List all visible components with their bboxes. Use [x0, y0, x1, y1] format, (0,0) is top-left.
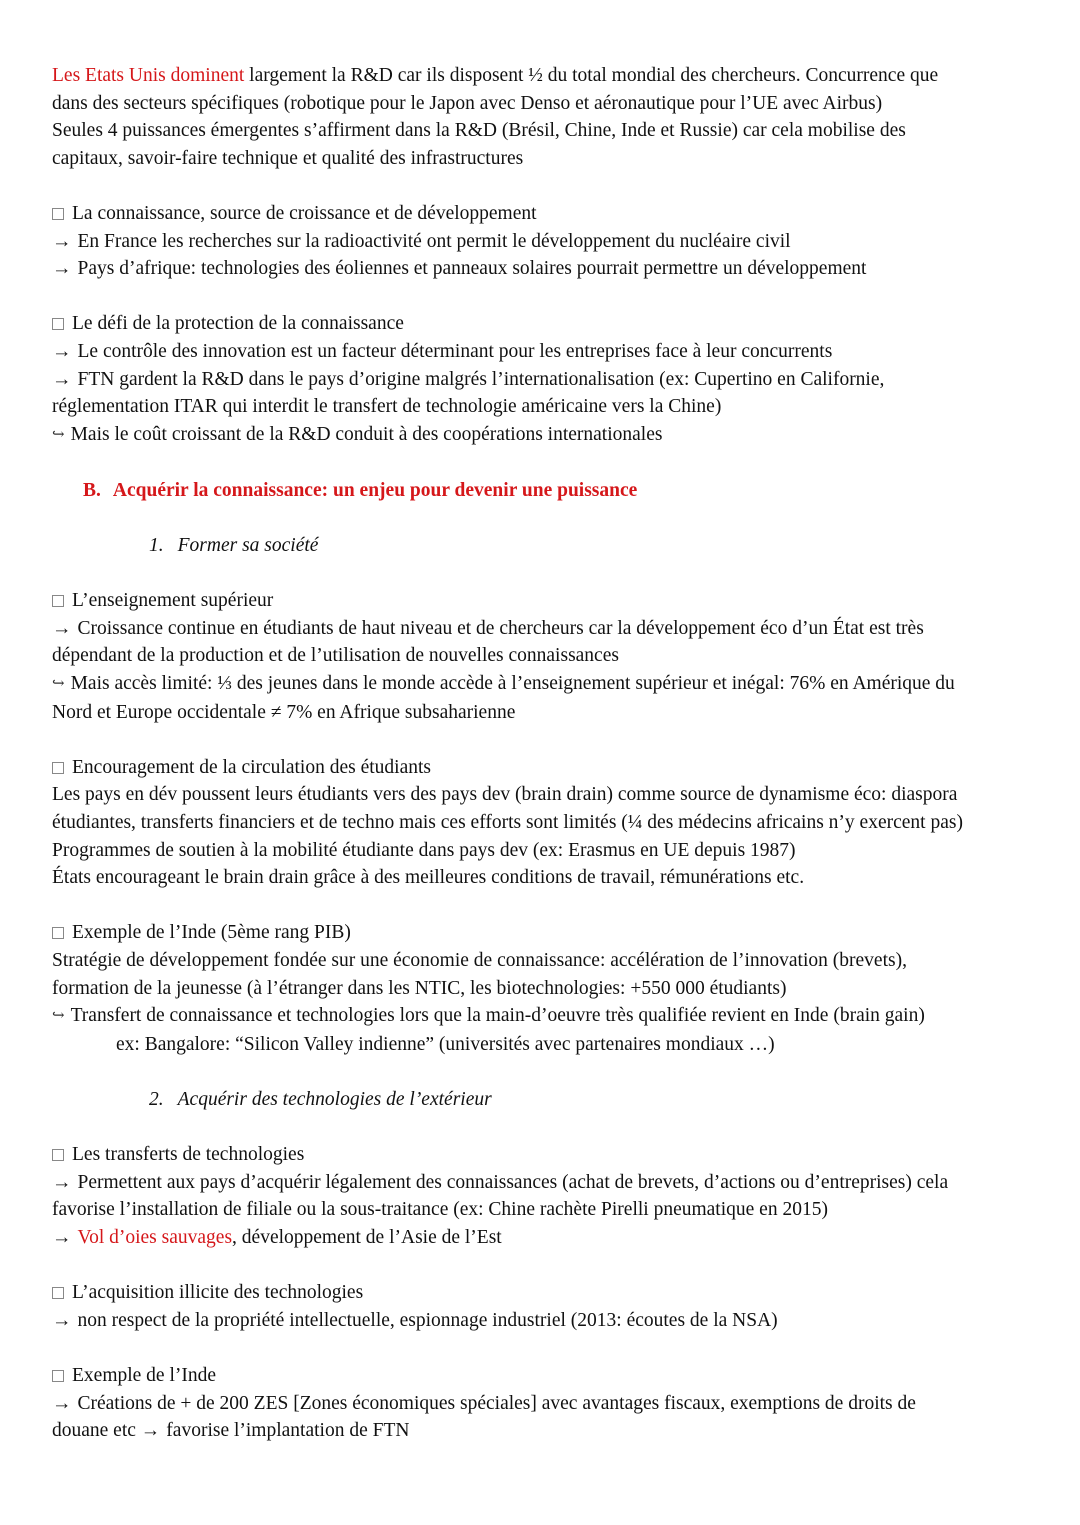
checkbox-icon[interactable]: [52, 1370, 64, 1382]
text-line: largement la R&D car ils disposent ½ du total mondial des chercheurs. Concurrence que: [244, 65, 939, 86]
bullet-heading: Exemple de l’Inde: [72, 1364, 217, 1386]
example-line: ex: Bangalore: “Silicon Valley indienne” (universités avec partenaires mondiaux …): [116, 1033, 775, 1055]
text-line: FTN gardent la R&D dans le pays d’origine malgrés l’internationalisation (ex: Cupertino en Californie,: [77, 368, 885, 390]
text-line: Transfert de connaissance et technologies lors que la main-d’oeuvre très qualifiée revient en Inde (brain gain): [70, 1005, 925, 1027]
bullet-heading: Le défi de la protection de la connaissance: [72, 313, 404, 335]
intro-paragraph: [52, 62, 1040, 172]
block-transferts: [52, 1141, 1040, 1251]
checkbox-icon[interactable]: [52, 595, 64, 607]
text-line: Stratégie de développement fondée sur une économie de connaissance: accélération de l’innovation (brevets),: [52, 950, 907, 971]
text-line: favorise l’installation de filiale ou la sous-traitance (ex: Chine rachète Pirelli pneumatique en 2015): [52, 1199, 828, 1221]
right-arrow-icon: →: [52, 1309, 72, 1331]
subsection-heading: Acquérir des technologies de l’extérieur: [177, 1088, 492, 1110]
bullet-heading: La connaissance, source de croissance et de développement: [72, 202, 537, 224]
text-line: Croissance continue en étudiants de haut niveau et de chercheurs car la développement éco d’un État est très: [77, 617, 924, 639]
block-enseignement: [52, 587, 1040, 726]
text-line: non respect de la propriété intellectuelle, espionnage industriel (2013: écoutes de la NSA): [77, 1309, 778, 1331]
text-line: Seules 4 puissances émergentes s’affirment dans la R&D (Brésil, Chine, Inde et Russie) car cela mobilise des: [52, 120, 906, 142]
text-line: dépendant de la production et de l’utilisation de nouvelles connaissances: [52, 645, 619, 667]
block-connaissance: [52, 200, 1040, 283]
bullet-heading: Exemple de l’Inde (5ème rang PIB): [72, 922, 351, 944]
text-line: formation de la jeunesse (à l’étranger dans les NTIC, les biotechnologies: +550 000 étudiants): [52, 977, 787, 999]
section-b-title: [52, 477, 1040, 505]
text-line: Permettent aux pays d’acquérir légalement des connaissances (achat de brevets, d’actions ou d’entreprises) cela: [77, 1171, 949, 1193]
right-arrow-icon: →: [52, 1392, 72, 1414]
block-inde-1: [52, 919, 1040, 1058]
text-line: favorise l’implantation de FTN: [166, 1420, 410, 1442]
right-arrow-icon: →: [52, 1171, 72, 1193]
text-line: États encourageant le brain drain grâce à des meilleures conditions de travail, rémunérations etc.: [52, 867, 805, 889]
right-arrow-icon: →: [140, 1420, 161, 1442]
bullet-heading: L’acquisition illicite des technologies: [72, 1282, 364, 1304]
right-arrow-icon: →: [52, 617, 72, 639]
text-line: capitaux, savoir-faire technique et qualité des infrastructures: [52, 147, 524, 169]
block-circulation: [52, 754, 1040, 892]
block-protection: [52, 310, 1040, 449]
text-line: dans des secteurs spécifiques (robotique pour le Japon avec Denso et aéronautique pour l’UE avec Airbus): [52, 92, 883, 114]
text-line: étudiantes, transferts financiers et de techno mais ces efforts sont limités (¼ des médecins africains n’y exercent pas): [52, 812, 963, 834]
section-letter: B.: [83, 479, 101, 501]
right-arrow-icon: →: [52, 1226, 72, 1248]
subsection-1-title: [52, 532, 1040, 560]
text-line: réglementation ITAR qui interdit le transfert de technologie américaine vers la Chine): [52, 396, 722, 418]
text-line: Créations de + de 200 ZES [Zones économiques spéciales] avec avantages fiscaux, exemptions de droits de: [77, 1392, 916, 1414]
bullet-heading: L’enseignement supérieur: [72, 590, 274, 612]
block-illicite: [52, 1279, 1040, 1334]
right-arrow-icon: →: [52, 230, 72, 252]
subsection-number: 1.: [149, 535, 164, 557]
text-line: Mais le coût croissant de la R&D conduit à des coopérations internationales: [70, 423, 663, 445]
right-arrow-icon: →: [52, 340, 72, 362]
checkbox-icon[interactable]: [52, 1287, 64, 1299]
right-arrow-icon: →: [52, 258, 72, 280]
text-line: Le contrôle des innovation est un facteur déterminant pour les entreprises face à leur concurrents: [77, 340, 833, 362]
section-heading: Acquérir la connaissance: un enjeu pour devenir une puissance: [112, 479, 638, 501]
checkbox-icon[interactable]: [52, 762, 64, 774]
highlight-text: Les Etats Unis dominent: [52, 65, 245, 86]
text-line: Les pays en dév poussent leurs étudiants vers des pays dev (brain drain) comme source de dynamisme éco: diaspora: [52, 784, 958, 806]
subsection-number: 2.: [149, 1088, 164, 1110]
text-line: En France les recherches sur la radioactivité ont permit le développement du nucléaire civil: [77, 230, 791, 252]
subsection-2-title: [52, 1086, 1040, 1114]
checkbox-icon[interactable]: [52, 318, 64, 330]
text-line: Pays d’afrique: technologies des éoliennes et panneaux solaires pourrait permettre un développement: [77, 258, 867, 280]
bullet-heading: Les transferts de technologies: [72, 1144, 305, 1166]
hook-arrow-icon: ↪: [52, 1008, 65, 1025]
checkbox-icon[interactable]: [52, 1149, 64, 1161]
bullet-heading: Encouragement de la circulation des étudiants: [72, 756, 431, 778]
right-arrow-icon: →: [52, 368, 72, 390]
text-line: Programmes de soutien à la mobilité étudiante dans pays dev (ex: Erasmus en UE depuis 1987): [52, 839, 796, 861]
hook-arrow-icon: ↪: [52, 676, 65, 693]
text-line: Nord et Europe occidentale ≠ 7% en Afrique subsaharienne: [52, 701, 516, 723]
text-line: Mais accès limité: ⅓ des jeunes dans le monde accède à l’enseignement supérieur et inégal: 76% en Amérique du: [70, 673, 955, 695]
subsection-heading: Former sa société: [177, 535, 319, 557]
checkbox-icon[interactable]: [52, 208, 64, 220]
highlight-text: Vol d’oies sauvages: [77, 1226, 233, 1248]
checkbox-icon[interactable]: [52, 927, 64, 939]
hook-arrow-icon: ↪: [52, 426, 65, 443]
block-inde-2: [52, 1362, 1040, 1445]
text-line: douane etc: [52, 1420, 141, 1442]
text-line: , développement de l’Asie de l’Est: [232, 1226, 502, 1248]
